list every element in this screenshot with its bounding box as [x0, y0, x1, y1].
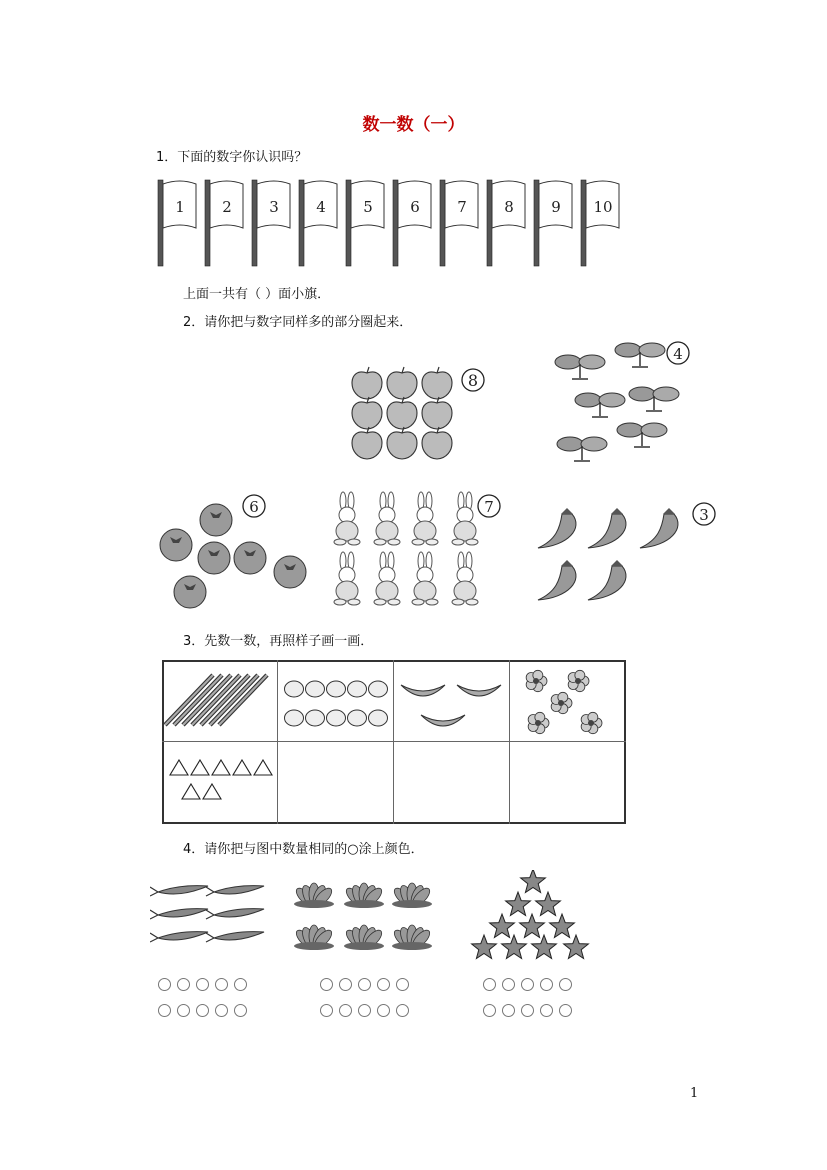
coloring-circle[interactable]	[540, 1004, 553, 1017]
triangle	[170, 760, 188, 775]
apple	[422, 367, 452, 399]
question-1-prompt: 1．下面的数字你认识吗？	[156, 150, 308, 165]
flower	[551, 692, 572, 713]
apple-group	[345, 362, 495, 462]
flag-number: 8	[504, 198, 514, 216]
tomato-group	[150, 490, 315, 615]
rabbit	[374, 552, 400, 605]
carrot	[206, 932, 264, 942]
apple	[422, 427, 452, 459]
lotus	[294, 925, 335, 950]
question-1-answer-line: 上面一共有（ ）面小旗．	[183, 287, 331, 302]
pepper	[588, 508, 626, 548]
oval	[285, 681, 304, 697]
flag	[252, 180, 290, 266]
coloring-circle[interactable]	[396, 978, 409, 991]
coloring-circle[interactable]	[215, 978, 228, 991]
coloring-circle[interactable]	[358, 1004, 371, 1017]
apple	[387, 397, 417, 429]
oval	[369, 681, 388, 697]
coloring-circle[interactable]	[320, 978, 333, 991]
sprout	[557, 437, 607, 461]
pepper	[538, 508, 576, 548]
tomato	[234, 542, 266, 574]
triangle	[254, 760, 272, 775]
page-number: 1	[690, 1086, 699, 1101]
flag	[346, 180, 384, 266]
flag-number: 9	[551, 198, 561, 216]
flag	[581, 180, 619, 266]
coloring-circle[interactable]	[177, 978, 190, 991]
coloring-circle[interactable]	[339, 1004, 352, 1017]
coloring-circle[interactable]	[502, 1004, 515, 1017]
carrot	[150, 909, 208, 919]
tomato	[200, 504, 232, 536]
lotus	[344, 883, 385, 908]
sprout-group	[552, 338, 702, 473]
pepper	[538, 560, 576, 600]
banana	[421, 715, 465, 726]
flag	[393, 180, 431, 266]
apple	[352, 427, 382, 459]
coloring-circle[interactable]	[339, 978, 352, 991]
carrot	[206, 886, 264, 896]
triangle	[212, 760, 230, 775]
rabbit-count-label: 7	[484, 498, 494, 516]
flower	[581, 712, 602, 733]
flag-number: 1	[175, 198, 185, 216]
coloring-circle[interactable]	[540, 978, 553, 991]
sprout-count-label: 4	[673, 345, 683, 363]
lotus	[294, 883, 335, 908]
banana	[401, 685, 445, 696]
triangle	[233, 760, 251, 775]
banana	[457, 685, 501, 696]
lotus	[344, 925, 385, 950]
coloring-circle[interactable]	[502, 978, 515, 991]
apple	[422, 397, 452, 429]
coloring-circle[interactable]	[234, 1004, 247, 1017]
star	[521, 870, 546, 893]
sprout	[555, 355, 605, 379]
triangle	[203, 784, 221, 799]
oval	[327, 710, 346, 726]
star	[472, 935, 497, 959]
oval	[369, 710, 388, 726]
flag	[205, 180, 243, 266]
apple-count-label: 8	[467, 371, 479, 390]
rabbit-group	[325, 490, 505, 615]
flag	[534, 180, 572, 266]
coloring-circle[interactable]	[196, 1004, 209, 1017]
coloring-circle[interactable]	[177, 1004, 190, 1017]
carrot	[206, 909, 264, 919]
lotus	[392, 883, 433, 908]
triangle	[182, 784, 200, 799]
rabbit	[374, 492, 400, 545]
coloring-circle[interactable]	[320, 1004, 333, 1017]
rabbit	[334, 492, 360, 545]
oval	[306, 681, 325, 697]
rabbit	[334, 552, 360, 605]
flag-number: 10	[593, 198, 613, 216]
flower	[568, 670, 589, 691]
pepper-count-label: 3	[699, 506, 709, 524]
coloring-circle[interactable]	[483, 1004, 496, 1017]
pepper-group	[532, 498, 722, 613]
flags-row	[150, 172, 640, 272]
sprout	[629, 387, 679, 411]
apple	[352, 397, 382, 429]
apple	[352, 367, 382, 399]
oval	[285, 710, 304, 726]
star	[532, 935, 557, 959]
oval	[348, 710, 367, 726]
star	[506, 892, 531, 916]
coloring-circle[interactable]	[377, 978, 390, 991]
coloring-circle[interactable]	[521, 1004, 534, 1017]
flag	[440, 180, 478, 266]
rabbit	[412, 552, 438, 605]
grid-samples	[163, 661, 625, 823]
sprout	[575, 393, 625, 417]
coloring-circle[interactable]	[215, 1004, 228, 1017]
flag-number: 6	[410, 198, 420, 216]
lotus	[392, 925, 433, 950]
oval	[306, 710, 325, 726]
flower	[526, 670, 547, 691]
question-2-prompt: 2．请你把与数字同样多的部分圈起来．	[183, 315, 413, 330]
question-4-prompt: 4．请你把与图中数量相同的○涂上颜色．	[183, 842, 424, 857]
oval	[327, 681, 346, 697]
apple	[387, 427, 417, 459]
sprout	[615, 343, 665, 367]
star	[536, 892, 561, 916]
q4-pictures	[150, 870, 610, 970]
tomato	[274, 556, 306, 588]
flag-number: 4	[316, 198, 326, 216]
pepper	[640, 508, 678, 548]
coloring-circle[interactable]	[377, 1004, 390, 1017]
apple	[387, 367, 417, 399]
flag-number: 2	[222, 198, 232, 216]
pepper	[588, 560, 626, 600]
tomato	[160, 529, 192, 561]
tomato	[174, 576, 206, 608]
carrot	[150, 932, 208, 942]
carrot	[150, 886, 208, 896]
rabbit	[452, 492, 478, 545]
triangle	[191, 760, 209, 775]
coloring-circle[interactable]	[158, 1004, 171, 1017]
tomato-count-label: 6	[249, 498, 259, 516]
page-title: 数一数（一）	[362, 115, 465, 135]
coloring-circle[interactable]	[396, 1004, 409, 1017]
rabbit	[412, 492, 438, 545]
flag-number: 7	[457, 198, 467, 216]
flag-number: 3	[269, 198, 279, 216]
rabbit	[452, 552, 478, 605]
star	[550, 914, 575, 938]
coloring-circle[interactable]	[559, 978, 572, 991]
star	[564, 935, 589, 959]
coloring-circle[interactable]	[521, 978, 534, 991]
sprout	[617, 423, 667, 447]
coloring-circle[interactable]	[483, 978, 496, 991]
coloring-circle[interactable]	[358, 978, 371, 991]
coloring-circle[interactable]	[158, 978, 171, 991]
star	[490, 914, 515, 938]
flag	[487, 180, 525, 266]
flag	[299, 180, 337, 266]
flag	[158, 180, 196, 266]
tomato	[198, 542, 230, 574]
coloring-circle[interactable]	[196, 978, 209, 991]
coloring-circle[interactable]	[559, 1004, 572, 1017]
flower	[528, 712, 549, 733]
oval	[348, 681, 367, 697]
flag-number: 5	[363, 198, 373, 216]
star	[520, 914, 545, 938]
star	[502, 935, 527, 959]
question-3-prompt: 3．先数一数，再照样子画一画．	[183, 634, 374, 649]
coloring-circle[interactable]	[234, 978, 247, 991]
